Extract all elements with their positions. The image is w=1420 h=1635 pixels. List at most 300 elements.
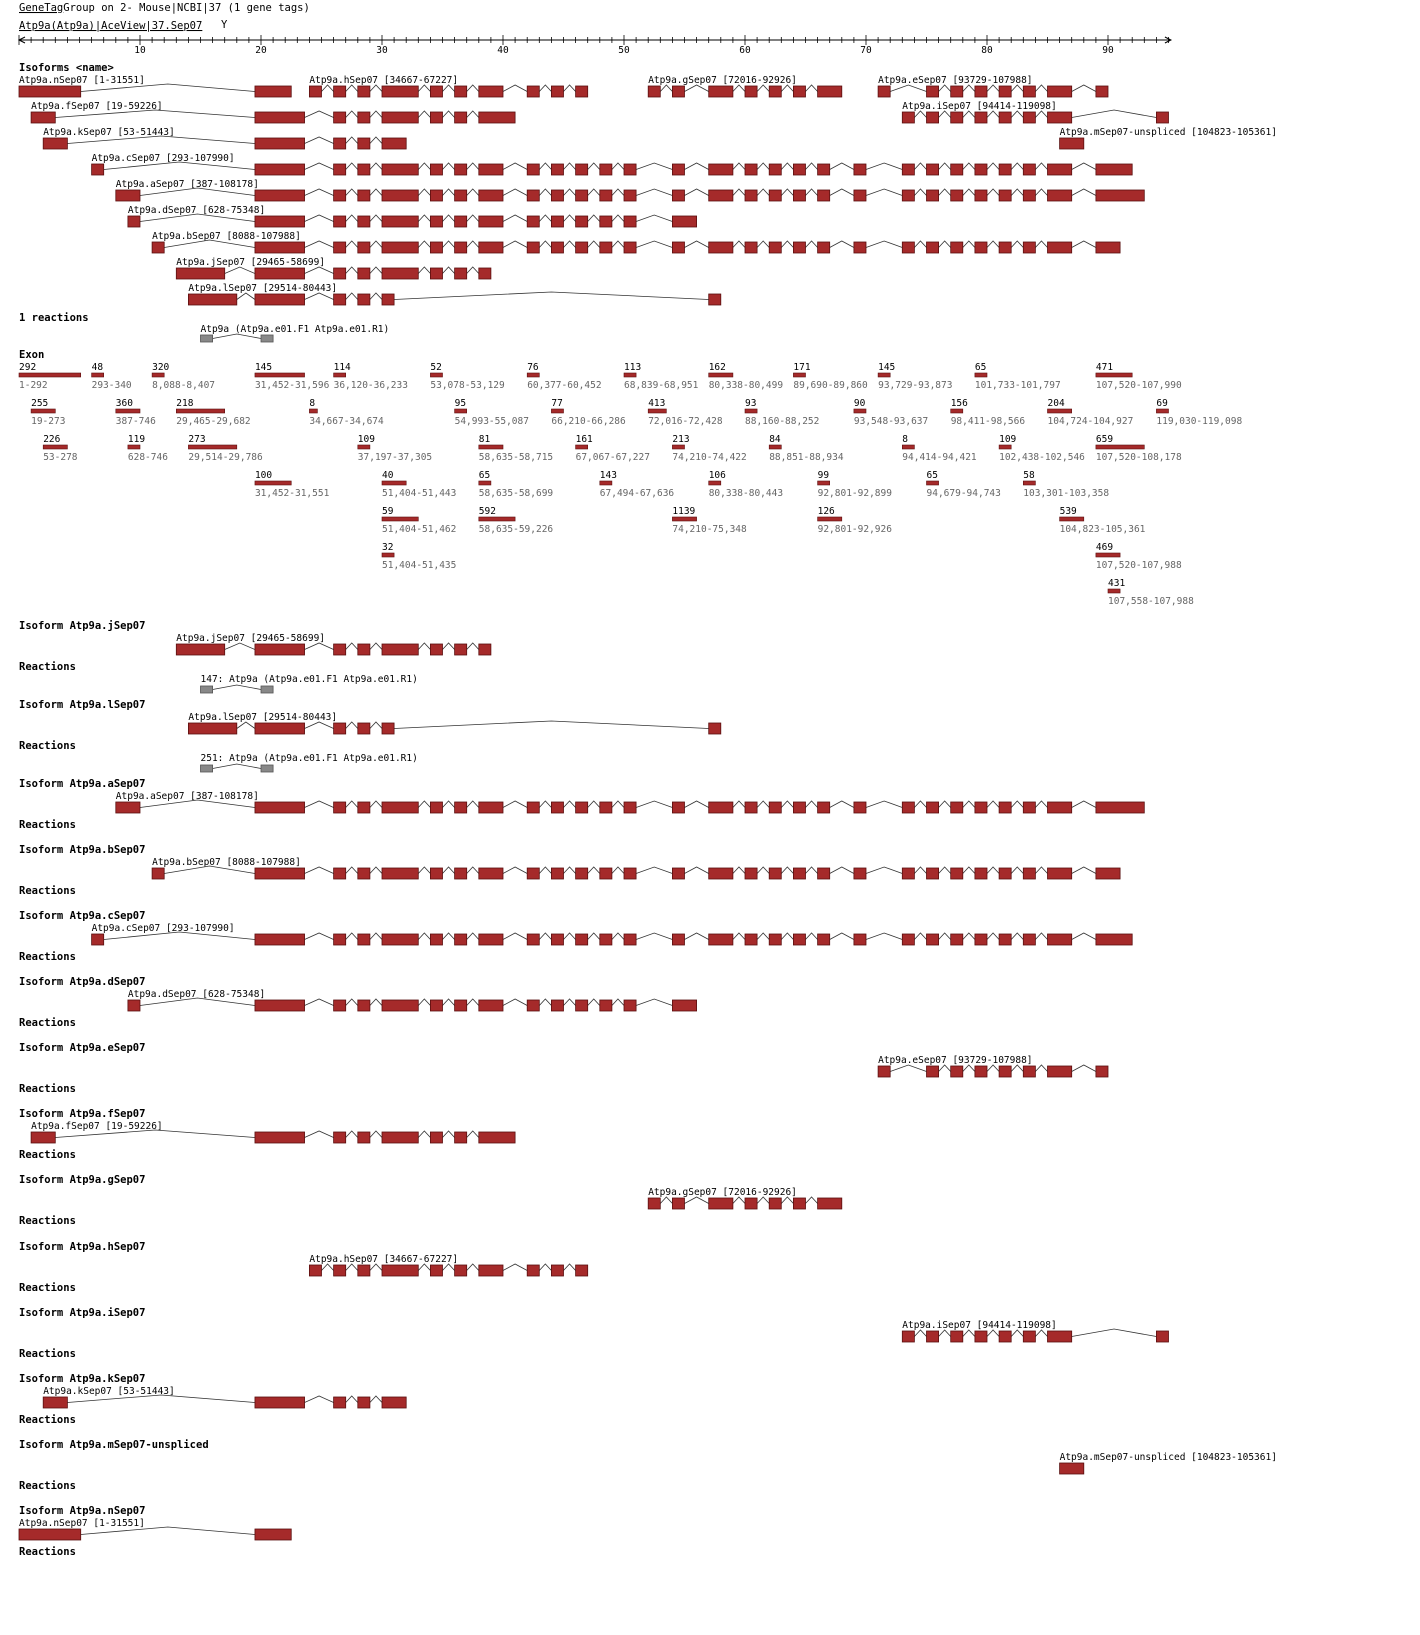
exon-box[interactable] bbox=[769, 190, 781, 201]
exon-box[interactable] bbox=[334, 138, 346, 149]
isoform-track[interactable] bbox=[188, 721, 720, 734]
exon-box[interactable] bbox=[430, 112, 442, 123]
exon-bar[interactable] bbox=[672, 517, 696, 521]
exon-box[interactable] bbox=[255, 268, 305, 279]
isoform-label[interactable]: Atp9a.eSep07 [93729-107988] bbox=[878, 1055, 1033, 1066]
exon-entry[interactable] bbox=[255, 362, 330, 391]
exon-box[interactable] bbox=[902, 242, 914, 253]
exon-box[interactable] bbox=[975, 86, 987, 97]
isoform-label[interactable]: Atp9a.hSep07 [34667-67227] bbox=[309, 75, 459, 86]
exon-box[interactable] bbox=[551, 86, 563, 97]
exon-box[interactable] bbox=[261, 335, 273, 342]
exon-entry[interactable] bbox=[43, 434, 78, 463]
exon-box[interactable] bbox=[455, 1132, 467, 1143]
exon-box[interactable] bbox=[1048, 112, 1072, 123]
exon-box[interactable] bbox=[334, 216, 346, 227]
isoform-label[interactable]: Atp9a.hSep07 [34667-67227] bbox=[309, 1254, 459, 1265]
exon-box[interactable] bbox=[128, 216, 140, 227]
exon-box[interactable] bbox=[576, 242, 588, 253]
exon-box[interactable] bbox=[1096, 164, 1132, 175]
exon-bar[interactable] bbox=[430, 373, 442, 377]
isoform-label[interactable]: Atp9a.fSep07 [19-59226] bbox=[31, 101, 163, 112]
exon-box[interactable] bbox=[430, 1132, 442, 1143]
exon-box[interactable] bbox=[576, 802, 588, 813]
exon-box[interactable] bbox=[527, 1265, 539, 1276]
exon-entry[interactable] bbox=[818, 506, 893, 535]
exon-box[interactable] bbox=[455, 644, 467, 655]
isoform-label[interactable]: Atp9a.fSep07 [19-59226] bbox=[31, 1121, 163, 1132]
exon-box[interactable] bbox=[927, 190, 939, 201]
exon-bar[interactable] bbox=[576, 445, 588, 449]
exon-box[interactable] bbox=[255, 1132, 305, 1143]
exon-box[interactable] bbox=[358, 644, 370, 655]
exon-box[interactable] bbox=[188, 294, 236, 305]
exon-box[interactable] bbox=[793, 86, 805, 97]
exon-box[interactable] bbox=[255, 190, 305, 201]
exon-box[interactable] bbox=[430, 644, 442, 655]
isoform-track[interactable] bbox=[648, 85, 842, 97]
exon-box[interactable] bbox=[551, 802, 563, 813]
exon-box[interactable] bbox=[975, 868, 987, 879]
exon-bar[interactable] bbox=[600, 481, 612, 485]
exon-entry[interactable] bbox=[527, 362, 601, 391]
isoform-label[interactable]: Atp9a.lSep07 [29514-80443] bbox=[188, 712, 338, 723]
exon-bar[interactable] bbox=[382, 553, 394, 557]
exon-box[interactable] bbox=[927, 164, 939, 175]
exon-box[interactable] bbox=[255, 112, 305, 123]
exon-box[interactable] bbox=[382, 723, 394, 734]
exon-bar[interactable] bbox=[479, 445, 503, 449]
isoform-label[interactable]: Atp9a.iSep07 [94414-119098] bbox=[902, 1320, 1057, 1331]
exon-box[interactable] bbox=[769, 242, 781, 253]
exon-box[interactable] bbox=[576, 1265, 588, 1276]
exon-box[interactable] bbox=[309, 1265, 321, 1276]
exon-box[interactable] bbox=[600, 802, 612, 813]
isoform-track[interactable] bbox=[128, 214, 697, 227]
exon-box[interactable] bbox=[951, 190, 963, 201]
exon-box[interactable] bbox=[1156, 1331, 1168, 1342]
exon-box[interactable] bbox=[334, 242, 346, 253]
exon-box[interactable] bbox=[1023, 190, 1035, 201]
exon-box[interactable] bbox=[672, 190, 684, 201]
exon-box[interactable] bbox=[382, 1000, 418, 1011]
exon-box[interactable] bbox=[927, 86, 939, 97]
exon-box[interactable] bbox=[430, 190, 442, 201]
exon-box[interactable] bbox=[382, 802, 418, 813]
exon-box[interactable] bbox=[1023, 1331, 1035, 1342]
isoform-label[interactable]: Atp9a.cSep07 [293-107990] bbox=[91, 923, 235, 934]
exon-bar[interactable] bbox=[334, 373, 346, 377]
exon-box[interactable] bbox=[261, 686, 273, 693]
exon-box[interactable] bbox=[878, 86, 890, 97]
exon-box[interactable] bbox=[382, 294, 394, 305]
exon-entry[interactable] bbox=[793, 362, 868, 391]
exon-box[interactable] bbox=[999, 1331, 1011, 1342]
exon-box[interactable] bbox=[334, 802, 346, 813]
exon-bar[interactable] bbox=[309, 409, 317, 413]
exon-bar[interactable] bbox=[116, 409, 140, 413]
exon-box[interactable] bbox=[358, 112, 370, 123]
exon-bar[interactable] bbox=[92, 373, 104, 377]
isoform-label[interactable]: Atp9a.cSep07 [293-107990] bbox=[91, 153, 235, 164]
exon-box[interactable] bbox=[1023, 868, 1035, 879]
exon-box[interactable] bbox=[672, 802, 684, 813]
isoform-track[interactable] bbox=[152, 240, 1120, 253]
exon-box[interactable] bbox=[455, 802, 467, 813]
exon-box[interactable] bbox=[600, 164, 612, 175]
exon-bar[interactable] bbox=[19, 373, 81, 377]
exon-bar[interactable] bbox=[43, 445, 67, 449]
exon-box[interactable] bbox=[358, 242, 370, 253]
exon-box[interactable] bbox=[334, 1265, 346, 1276]
exon-entry[interactable] bbox=[576, 434, 650, 463]
exon-box[interactable] bbox=[818, 242, 830, 253]
isoform-track[interactable] bbox=[19, 1527, 291, 1540]
exon-box[interactable] bbox=[999, 1066, 1011, 1077]
exon-bar[interactable] bbox=[975, 373, 987, 377]
exon-entry[interactable] bbox=[31, 398, 65, 427]
exon-box[interactable] bbox=[382, 164, 418, 175]
exon-box[interactable] bbox=[382, 1265, 418, 1276]
exon-box[interactable] bbox=[1156, 112, 1168, 123]
isoform-label[interactable]: Atp9a.jSep07 [29465-58699] bbox=[176, 257, 326, 268]
exon-box[interactable] bbox=[769, 868, 781, 879]
isoform-label[interactable]: Atp9a.aSep07 [387-108178] bbox=[115, 791, 259, 802]
exon-box[interactable] bbox=[902, 112, 914, 123]
exon-box[interactable] bbox=[818, 1198, 842, 1209]
exon-box[interactable] bbox=[1096, 802, 1144, 813]
exon-bar[interactable] bbox=[927, 481, 939, 485]
exon-box[interactable] bbox=[479, 802, 503, 813]
exon-box[interactable] bbox=[999, 802, 1011, 813]
genetag-link[interactable]: GeneTag bbox=[19, 2, 64, 14]
exon-box[interactable] bbox=[527, 190, 539, 201]
isoform-track[interactable] bbox=[1060, 138, 1084, 149]
exon-box[interactable] bbox=[600, 868, 612, 879]
exon-box[interactable] bbox=[358, 216, 370, 227]
reaction-track[interactable] bbox=[201, 685, 274, 693]
exon-box[interactable] bbox=[527, 934, 539, 945]
exon-box[interactable] bbox=[854, 190, 866, 201]
exon-box[interactable] bbox=[430, 1265, 442, 1276]
exon-bar[interactable] bbox=[358, 445, 370, 449]
reaction-track[interactable] bbox=[201, 334, 274, 342]
exon-box[interactable] bbox=[648, 86, 660, 97]
exon-box[interactable] bbox=[745, 242, 757, 253]
exon-box[interactable] bbox=[527, 868, 539, 879]
exon-box[interactable] bbox=[358, 868, 370, 879]
exon-box[interactable] bbox=[255, 216, 305, 227]
exon-box[interactable] bbox=[334, 112, 346, 123]
exon-box[interactable] bbox=[709, 164, 733, 175]
exon-bar[interactable] bbox=[1096, 445, 1144, 449]
exon-box[interactable] bbox=[854, 934, 866, 945]
exon-entry[interactable] bbox=[358, 434, 432, 463]
isoform-label[interactable]: Atp9a.aSep07 [387-108178] bbox=[115, 179, 259, 190]
exon-bar[interactable] bbox=[176, 409, 224, 413]
exon-box[interactable] bbox=[43, 138, 67, 149]
exon-box[interactable] bbox=[1048, 802, 1072, 813]
exon-box[interactable] bbox=[1060, 1463, 1084, 1474]
exon-entry[interactable] bbox=[709, 362, 784, 391]
exon-box[interactable] bbox=[382, 934, 418, 945]
exon-box[interactable] bbox=[672, 1000, 696, 1011]
exon-box[interactable] bbox=[527, 216, 539, 227]
exon-entry[interactable] bbox=[551, 398, 626, 427]
exon-box[interactable] bbox=[999, 242, 1011, 253]
exon-box[interactable] bbox=[1048, 190, 1072, 201]
exon-box[interactable] bbox=[479, 216, 503, 227]
isoform-track[interactable] bbox=[648, 1197, 842, 1209]
exon-box[interactable] bbox=[430, 216, 442, 227]
exon-entry[interactable] bbox=[479, 434, 553, 463]
exon-box[interactable] bbox=[455, 164, 467, 175]
exon-box[interactable] bbox=[927, 802, 939, 813]
exon-box[interactable] bbox=[255, 934, 305, 945]
exon-box[interactable] bbox=[551, 1000, 563, 1011]
exon-box[interactable] bbox=[358, 723, 370, 734]
exon-box[interactable] bbox=[455, 216, 467, 227]
exon-entry[interactable] bbox=[116, 398, 156, 427]
exon-bar[interactable] bbox=[188, 445, 236, 449]
exon-box[interactable] bbox=[358, 802, 370, 813]
exon-entry[interactable] bbox=[382, 506, 456, 535]
exon-box[interactable] bbox=[709, 294, 721, 305]
exon-box[interactable] bbox=[793, 1198, 805, 1209]
exon-box[interactable] bbox=[382, 86, 418, 97]
reaction-track[interactable] bbox=[201, 764, 274, 772]
exon-box[interactable] bbox=[43, 1397, 67, 1408]
exon-box[interactable] bbox=[551, 242, 563, 253]
exon-box[interactable] bbox=[358, 1397, 370, 1408]
exon-box[interactable] bbox=[551, 190, 563, 201]
exon-box[interactable] bbox=[382, 644, 418, 655]
exon-box[interactable] bbox=[116, 190, 140, 201]
exon-box[interactable] bbox=[430, 934, 442, 945]
exon-box[interactable] bbox=[479, 268, 491, 279]
isoform-label[interactable]: Atp9a.nSep07 [1-31551] bbox=[19, 75, 145, 86]
exon-box[interactable] bbox=[201, 765, 213, 772]
exon-box[interactable] bbox=[382, 138, 406, 149]
exon-box[interactable] bbox=[31, 112, 55, 123]
isoform-track[interactable] bbox=[176, 267, 491, 279]
exon-box[interactable] bbox=[430, 868, 442, 879]
exon-box[interactable] bbox=[92, 164, 104, 175]
exon-entry[interactable] bbox=[309, 398, 384, 427]
exon-box[interactable] bbox=[527, 802, 539, 813]
exon-box[interactable] bbox=[255, 868, 305, 879]
exon-box[interactable] bbox=[479, 242, 503, 253]
exon-entry[interactable] bbox=[479, 470, 554, 499]
subtitle[interactable]: Atp9a(Atp9a)|AceView|37.Sep07 bbox=[19, 20, 203, 32]
exon-box[interactable] bbox=[479, 1132, 515, 1143]
exon-box[interactable] bbox=[430, 1000, 442, 1011]
exon-box[interactable] bbox=[334, 86, 346, 97]
exon-entry[interactable] bbox=[455, 398, 529, 427]
exon-box[interactable] bbox=[624, 934, 636, 945]
isoform-label[interactable]: Atp9a.nSep07 [1-31551] bbox=[19, 1518, 145, 1529]
isoform-label[interactable]: Atp9a.mSep07-unspliced [104823-105361] bbox=[1059, 127, 1277, 138]
exon-box[interactable] bbox=[600, 190, 612, 201]
exon-box[interactable] bbox=[951, 86, 963, 97]
exon-box[interactable] bbox=[358, 1132, 370, 1143]
isoform-track[interactable] bbox=[176, 643, 491, 655]
exon-box[interactable] bbox=[576, 934, 588, 945]
exon-entry[interactable] bbox=[854, 398, 928, 427]
exon-box[interactable] bbox=[818, 164, 830, 175]
exon-box[interactable] bbox=[255, 1000, 305, 1011]
exon-box[interactable] bbox=[527, 86, 539, 97]
isoform-label[interactable]: Atp9a.bSep07 [8088-107988] bbox=[152, 231, 301, 242]
exon-entry[interactable] bbox=[878, 362, 952, 391]
exon-bar[interactable] bbox=[624, 373, 636, 377]
isoform-label[interactable]: Atp9a.kSep07 [53-51443] bbox=[43, 127, 175, 138]
exon-entry[interactable] bbox=[951, 398, 1026, 427]
isoform-label[interactable]: Atp9a.dSep07 [628-75348] bbox=[127, 989, 266, 1000]
exon-box[interactable] bbox=[1096, 86, 1108, 97]
exon-box[interactable] bbox=[672, 216, 696, 227]
exon-entry[interactable] bbox=[1108, 578, 1194, 607]
exon-box[interactable] bbox=[1048, 1066, 1072, 1077]
exon-box[interactable] bbox=[951, 242, 963, 253]
isoform-label[interactable]: Atp9a.eSep07 [93729-107988] bbox=[878, 75, 1033, 86]
exon-box[interactable] bbox=[818, 802, 830, 813]
exon-box[interactable] bbox=[672, 868, 684, 879]
exon-bar[interactable] bbox=[479, 517, 515, 521]
exon-box[interactable] bbox=[255, 86, 291, 97]
exon-box[interactable] bbox=[999, 112, 1011, 123]
exon-box[interactable] bbox=[793, 934, 805, 945]
exon-box[interactable] bbox=[551, 868, 563, 879]
exon-box[interactable] bbox=[902, 802, 914, 813]
exon-box[interactable] bbox=[951, 164, 963, 175]
exon-bar[interactable] bbox=[818, 481, 830, 485]
exon-entry[interactable] bbox=[1096, 434, 1182, 463]
exon-box[interactable] bbox=[479, 934, 503, 945]
exon-box[interactable] bbox=[854, 802, 866, 813]
exon-box[interactable] bbox=[358, 294, 370, 305]
exon-entry[interactable] bbox=[999, 434, 1085, 463]
isoform-label[interactable]: Atp9a.jSep07 [29465-58699] bbox=[176, 633, 326, 644]
exon-entry[interactable] bbox=[624, 362, 699, 391]
exon-entry[interactable] bbox=[255, 470, 330, 499]
exon-box[interactable] bbox=[1048, 164, 1072, 175]
exon-box[interactable] bbox=[334, 164, 346, 175]
exon-box[interactable] bbox=[334, 868, 346, 879]
exon-box[interactable] bbox=[975, 190, 987, 201]
exon-box[interactable] bbox=[745, 868, 757, 879]
exon-entry[interactable] bbox=[672, 434, 746, 463]
isoform-track[interactable] bbox=[878, 85, 1108, 97]
exon-box[interactable] bbox=[334, 294, 346, 305]
exon-box[interactable] bbox=[455, 86, 467, 97]
exon-box[interactable] bbox=[455, 268, 467, 279]
exon-box[interactable] bbox=[951, 1066, 963, 1077]
exon-box[interactable] bbox=[818, 86, 842, 97]
exon-entry[interactable] bbox=[188, 434, 263, 463]
exon-box[interactable] bbox=[382, 268, 418, 279]
exon-box[interactable] bbox=[709, 190, 733, 201]
exon-box[interactable] bbox=[709, 802, 733, 813]
exon-box[interactable] bbox=[600, 216, 612, 227]
exon-box[interactable] bbox=[455, 868, 467, 879]
exon-bar[interactable] bbox=[1048, 409, 1072, 413]
exon-box[interactable] bbox=[334, 268, 346, 279]
exon-box[interactable] bbox=[769, 1198, 781, 1209]
exon-box[interactable] bbox=[128, 1000, 140, 1011]
exon-bar[interactable] bbox=[255, 373, 305, 377]
exon-box[interactable] bbox=[624, 1000, 636, 1011]
exon-box[interactable] bbox=[745, 802, 757, 813]
exon-entry[interactable] bbox=[1023, 470, 1109, 499]
exon-bar[interactable] bbox=[709, 373, 733, 377]
exon-entry[interactable] bbox=[902, 434, 977, 463]
exon-box[interactable] bbox=[1096, 868, 1120, 879]
exon-box[interactable] bbox=[975, 1066, 987, 1077]
exon-entry[interactable] bbox=[1060, 506, 1146, 535]
exon-box[interactable] bbox=[902, 1331, 914, 1342]
exon-box[interactable] bbox=[255, 138, 305, 149]
exon-box[interactable] bbox=[334, 1000, 346, 1011]
exon-box[interactable] bbox=[672, 934, 684, 945]
exon-box[interactable] bbox=[769, 164, 781, 175]
exon-box[interactable] bbox=[709, 934, 733, 945]
exon-box[interactable] bbox=[709, 723, 721, 734]
exon-entry[interactable] bbox=[334, 362, 408, 391]
exon-box[interactable] bbox=[152, 242, 164, 253]
exon-entry[interactable] bbox=[745, 398, 819, 427]
exon-box[interactable] bbox=[902, 934, 914, 945]
exon-box[interactable] bbox=[1060, 138, 1084, 149]
exon-box[interactable] bbox=[975, 802, 987, 813]
exon-box[interactable] bbox=[745, 164, 757, 175]
exon-box[interactable] bbox=[927, 1066, 939, 1077]
exon-bar[interactable] bbox=[902, 445, 914, 449]
exon-box[interactable] bbox=[334, 1132, 346, 1143]
exon-box[interactable] bbox=[793, 802, 805, 813]
exon-box[interactable] bbox=[255, 1397, 305, 1408]
exon-box[interactable] bbox=[769, 934, 781, 945]
exon-box[interactable] bbox=[255, 802, 305, 813]
exon-box[interactable] bbox=[999, 190, 1011, 201]
isoform-track[interactable] bbox=[92, 932, 1133, 945]
exon-box[interactable] bbox=[551, 216, 563, 227]
exon-box[interactable] bbox=[927, 934, 939, 945]
exon-box[interactable] bbox=[709, 242, 733, 253]
exon-box[interactable] bbox=[600, 1000, 612, 1011]
exon-box[interactable] bbox=[116, 802, 140, 813]
exon-box[interactable] bbox=[902, 868, 914, 879]
exon-entry[interactable] bbox=[1096, 542, 1182, 571]
exon-bar[interactable] bbox=[1096, 553, 1120, 557]
exon-box[interactable] bbox=[709, 868, 733, 879]
exon-box[interactable] bbox=[1023, 934, 1035, 945]
exon-box[interactable] bbox=[624, 802, 636, 813]
exon-box[interactable] bbox=[818, 190, 830, 201]
exon-box[interactable] bbox=[309, 86, 321, 97]
exon-box[interactable] bbox=[334, 934, 346, 945]
exon-box[interactable] bbox=[92, 934, 104, 945]
exon-bar[interactable] bbox=[255, 481, 291, 485]
exon-bar[interactable] bbox=[672, 445, 684, 449]
exon-box[interactable] bbox=[527, 1000, 539, 1011]
exon-box[interactable] bbox=[745, 934, 757, 945]
exon-box[interactable] bbox=[382, 1132, 418, 1143]
exon-box[interactable] bbox=[854, 164, 866, 175]
exon-entry[interactable] bbox=[128, 434, 168, 463]
exon-box[interactable] bbox=[455, 242, 467, 253]
exon-bar[interactable] bbox=[999, 445, 1011, 449]
